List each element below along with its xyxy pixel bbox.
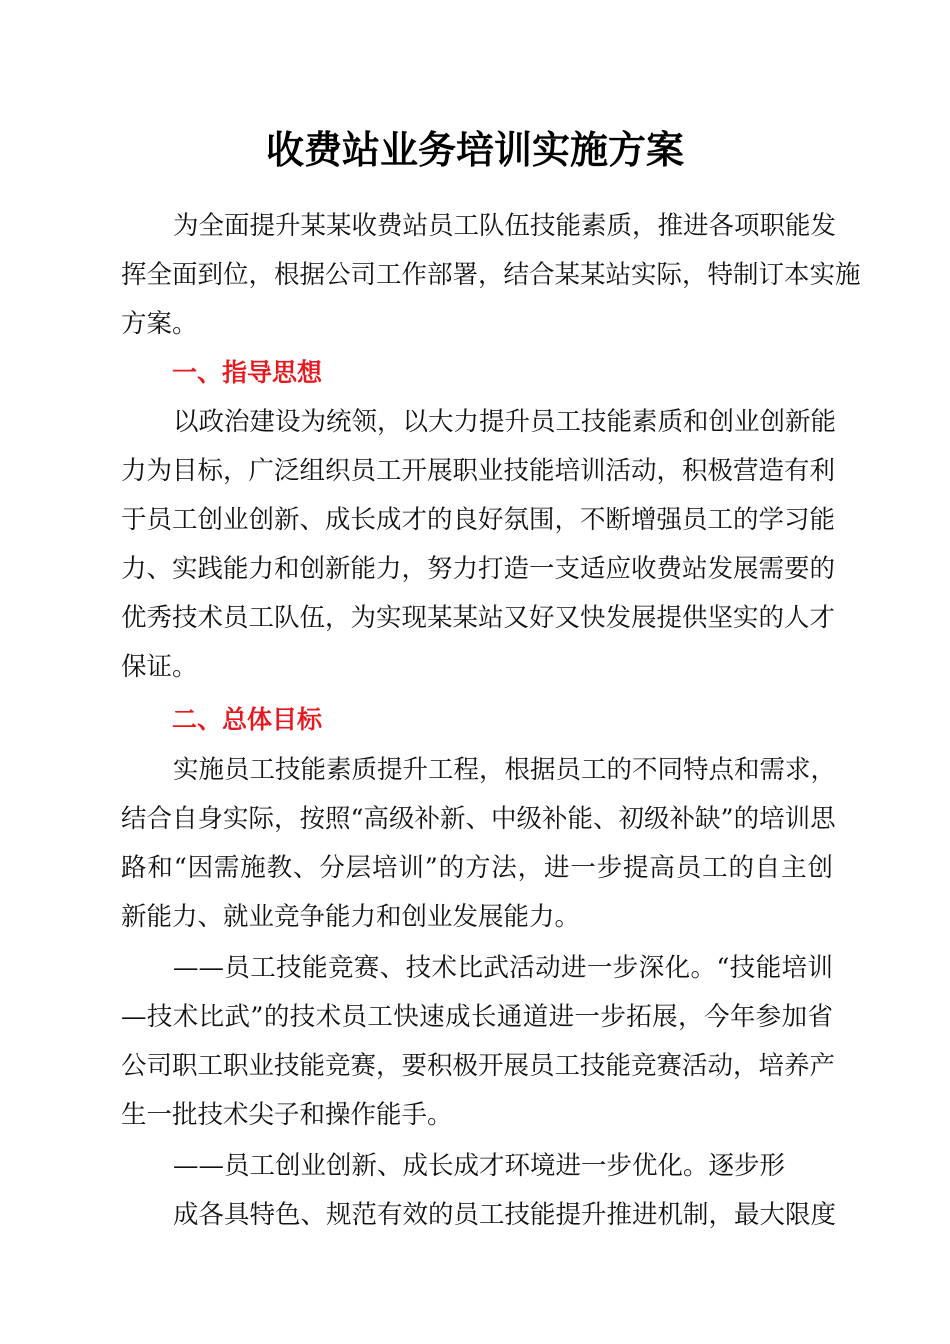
section2-line: 路和“因需施教、分层培训”的方法，进一步提高员工的自主创 bbox=[121, 853, 833, 883]
section2-paragraph-1 bbox=[121, 746, 837, 942]
section2-line: 生一批技术尖子和操作能手。 bbox=[121, 1100, 453, 1130]
section2-line: 新能力、就业竞争能力和创业发展能力。 bbox=[121, 902, 581, 932]
section2-line: 结合自身实际，按照“高级补新、中级补能、初级补缺”的培训思 bbox=[121, 804, 836, 834]
intro-line: 方案。 bbox=[121, 309, 198, 339]
section2-line: 公司职工职业技能竞赛，要积极开展员工技能竞赛活动，培养产 bbox=[121, 1051, 836, 1081]
section2-line: ——员工创业创新、成长成才环境进一步优化。逐步形 bbox=[173, 1151, 786, 1181]
section1-line: 保证。 bbox=[121, 652, 198, 682]
section2-paragraph-2 bbox=[121, 944, 836, 1140]
document-title: 收费站业务培训实施方案 bbox=[265, 127, 684, 172]
intro-paragraph bbox=[121, 202, 861, 349]
section1-paragraph bbox=[121, 398, 837, 692]
section2-line: 实施员工技能素质提升工程，根据员工的不同特点和需求， bbox=[173, 755, 837, 785]
section2-line: 成各具特色、规范有效的员工技能提升推进机制，最大限度 bbox=[173, 1200, 837, 1230]
section1-line: 力为目标，广泛组织员工开展职业技能培训活动，积极营造有利 bbox=[121, 456, 836, 486]
intro-line: 挥全面到位，根据公司工作部署，结合某某站实际，特制订本实施 bbox=[121, 260, 861, 290]
section2-line: —技术比武”的技术员工快速成长通道进一步拓展，今年参加省 bbox=[121, 1002, 833, 1032]
section1-line: 力、实践能力和创新能力，努力打造一支适应收费站发展需要的 bbox=[121, 554, 836, 584]
section2-paragraph-3 bbox=[121, 1142, 837, 1240]
section1-line: 优秀技术员工队伍，为实现某某站又好又快发展提供坚实的人才 bbox=[121, 603, 836, 633]
intro-line: 为全面提升某某收费站员工队伍技能素质，推进各项职能发 bbox=[173, 211, 837, 241]
section2-line: ——员工技能竞赛、技术比武活动进一步深化。“技能培训 bbox=[173, 953, 833, 983]
section-heading-guiding-ideology: 一、指导思想 bbox=[172, 358, 323, 387]
section1-line: 于员工创业创新、成长成才的良好氛围，不断增强员工的学习能 bbox=[121, 505, 836, 535]
section1-line: 以政治建设为统领，以大力提升员工技能素质和创业创新能 bbox=[173, 407, 837, 437]
section-heading-overall-goal: 二、总体目标 bbox=[172, 705, 323, 734]
